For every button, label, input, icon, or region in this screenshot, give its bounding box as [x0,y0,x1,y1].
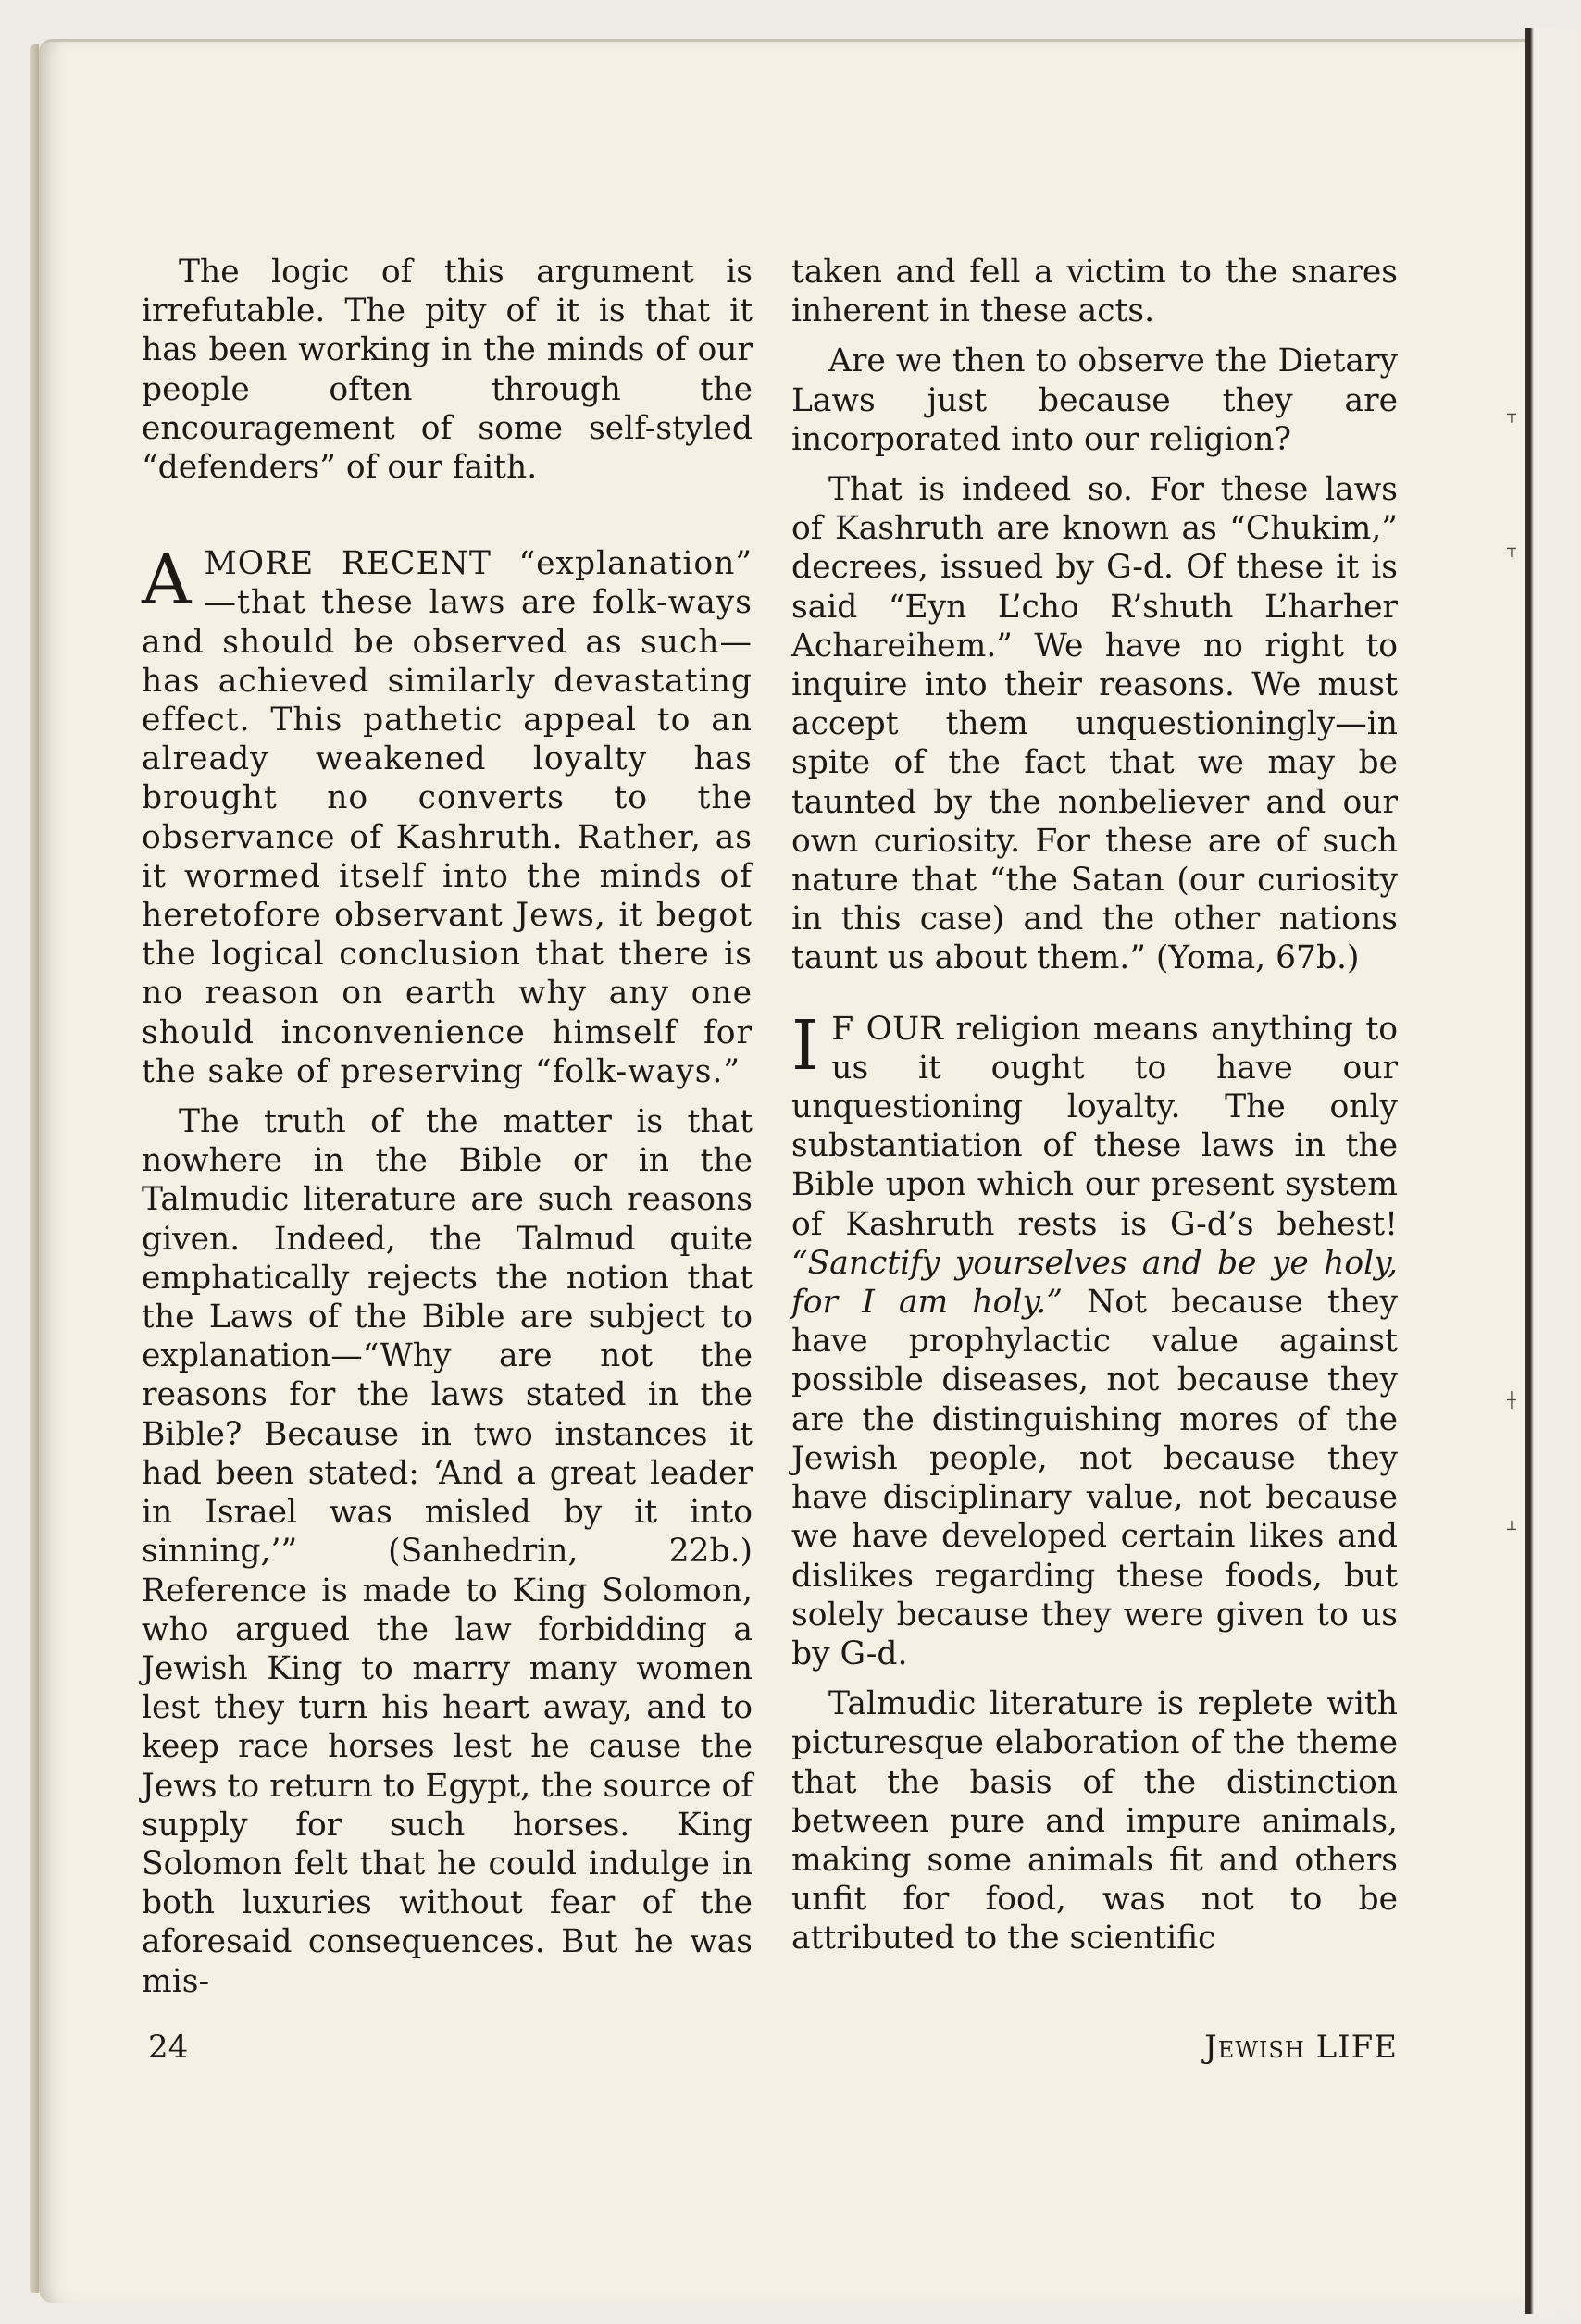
binding-spine [30,44,39,2293]
margin-tick-mark: ┴ [1507,1521,1516,1538]
page-number: 24 [148,2029,189,2066]
drop-cap: I [791,1005,819,1086]
paragraph: The truth of the matter is that nowhere in the Bible or in the Talmudic literature are such reasons given. Indeed, the Talmud quite emphatically rejects the notion that the Laws of the Bible are subject to explanation—“Why are not the reasons for the laws stated in the Bible? Because in two instances it had been stated: ‘And a great leader in Israel was misled by it into sinning,’” (Sanhedrin, 22b.) Reference is made to King Solomon, who argued the law forbidding a Jewish King to marry many women lest they turn his heart away, and to keep race horses lest he cause the Jews to return to Egypt, the source of supply for such horses. King Solomon felt that he could indulge in both luxuries without fear of the aforesaid consequences. But he was mis- [142,1103,753,2000]
section-break [142,498,753,544]
right-column [791,253,1398,1970]
left-column [142,253,753,2012]
paragraph: Are we then to observe the Dietary Laws just because they are incorporated into our religion? [791,342,1398,458]
margin-tick-mark: ┬ [1507,540,1516,557]
paragraph: That is indeed so. For these laws of Kashruth are known as “Chukim,” decrees, issued by G-d. Of these it is said “Eyn L’cho R’shuth L’harher Achareihem.” We have no right to inquire into their reasons. We must accept them unquestioningly—in spite of the fact that we may be taunted by the nonbeliever and our own curiosity. For these are of such nature that “the Satan (our curiosity in this case) and the other nations taunt us about them.” (Yoma, 67b.) [791,471,1398,977]
drop-cap: A [142,541,192,621]
running-title: Jewish LIFE [1204,2029,1398,2066]
section-lead-text: MORE RECENT “explanation” —that these laws are folk-ways and should be observed as such— has achieved similarly devastating effect. This pathetic appeal to an already weakened loyalty has brought no converts to the observance of Kashruth. Rather, as it wormed itself into the minds of heretofore observant Jews, it begot the logical conclusion that there is no reason on earth why any one should inconvenience himself for the sake of preserving “folk-ways.” [142,545,753,1090]
section-lead-text: F OUR religion means anything to us it ought to have our unquestioning loyalty. The only substantiation of these laws in the Bible upon which our present system of Kashruth rests is G-d’s behest! [791,1010,1398,1243]
paragraph: The logic of this argument is irrefutable. The pity of it is that it has been working in the minds of our people often through the encouragement of some self-styled “defenders” of our faith. [142,254,753,487]
margin-tick-mark: ┼ [1507,1391,1516,1409]
section-break [791,989,1398,1010]
margin-tick-mark: ┬ [1507,405,1516,423]
next-page-edge [1525,28,1581,2314]
scripture-quote: “Sanctify yourselves and be ye holy, for I am holy.” [791,1244,1398,1322]
section-opening-paragraph [142,541,753,1091]
paragraph-continued: taken and fell a victim to the snares inherent in these acts. [791,254,1398,330]
paragraph: Talmudic literature is replete with picturesque elaboration of the theme that the basis of the distinction between pure and impure animals, making some animals fit and others unfit for food, was not to be attributed to the scientific [791,1685,1398,1957]
section-lead-text-continued: Not because they have prophylactic value against possible diseases, not because they are the distinguishing mores of the Jewish people, not because they have disciplinary value, not because we have developed certain likes and dislikes regarding these foods, but solely because they were given to us by G-d. [791,1284,1399,1672]
section-opening-paragraph [791,1005,1399,1673]
